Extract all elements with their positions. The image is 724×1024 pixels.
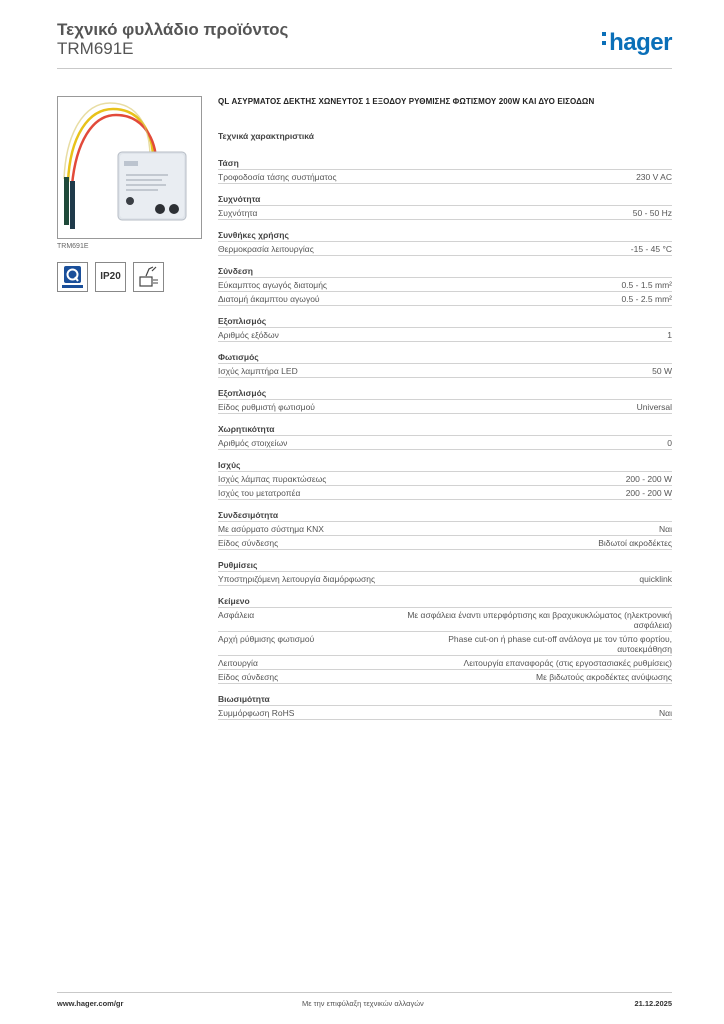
spec-label: Αρχή ρύθμισης φωτισμού [218,634,315,644]
spec-value: 50 W [652,366,672,376]
spec-value: -15 - 45 °C [630,244,672,254]
spec-label: Συμμόρφωση RoHS [218,708,295,718]
spec-row [218,328,672,342]
spec-group [218,351,672,378]
spec-label: Αριθμός στοιχείων [218,438,288,448]
spec-row [218,670,672,684]
spec-group-title: Συνθήκες χρήσης [218,229,672,242]
spec-label: Εύκαμπτος αγωγός διατομής [218,280,328,290]
spec-value: Universal [636,402,672,412]
spec-group [218,157,672,184]
spec-value: 200 - 200 W [625,488,672,498]
spec-label: Συχνότητα [218,208,258,218]
spec-value: quicklink [639,574,672,584]
spec-value: 1 [667,330,672,340]
spec-row [218,364,672,378]
ip20-badge: IP20 [95,262,126,292]
spec-group [218,559,672,586]
hager-logo [602,28,672,56]
footer-divider [57,992,672,993]
spec-groups [218,157,672,720]
spec-group [218,387,672,414]
spec-label: Ισχύς λάμπας πυρακτώσεως [218,474,327,484]
spec-value: 200 - 200 W [625,474,672,484]
spec-label: Είδος σύνδεσης [218,672,279,682]
spec-label: Τροφοδοσία τάσης συστήματος [218,172,337,182]
spec-group [218,315,672,342]
spec-row [218,278,672,292]
spec-group [218,595,672,684]
spec-value: Ναι [659,708,672,718]
product-title: QL ΑΣΥΡΜΑΤΟΣ ΔΕΚΤΗΣ ΧΩΝΕΥΤΟΣ 1 ΕΞΟΔΟΥ ΡΥΘΜΙΣΗΣ ΦΩΤΙΣΜΟΥ 200W ΚΑΙ ΔΥΟ ΕΙΣΟΔΩΝ [218,97,595,106]
installer-badge [133,262,164,292]
spec-row [218,292,672,306]
spec-label: Θερμοκρασία λειτουργίας [218,244,314,254]
product-image [57,96,202,239]
footer-website: www.hager.com/gr [57,999,124,1008]
spec-value: Ναι [659,524,672,534]
spec-group [218,265,672,306]
spec-label: Είδος ρυθμιστή φωτισμού [218,402,315,412]
spec-row [218,632,672,656]
spec-group-title: Εξοπλισμός [218,315,672,328]
spec-group [218,509,672,550]
spec-group [218,229,672,256]
spec-group-title: Σύνδεση [218,265,672,278]
spec-value: 50 - 50 Hz [632,208,672,218]
section-title: Τεχνικά χαρακτηριστικά [218,131,314,141]
spec-row [218,242,672,256]
quicklink-icon [58,263,87,291]
spec-row [218,170,672,184]
spec-group-title: Χωρητικότητα [218,423,672,436]
header-divider [57,68,672,69]
spec-group-title: Κείμενο [218,595,672,608]
installer-icon [134,263,163,291]
spec-row [218,522,672,536]
spec-group [218,193,672,220]
spec-label: Αριθμός εξόδων [218,330,279,340]
spec-group [218,459,672,500]
spec-value: Phase cut-on ή phase cut-off ανάλογα με τον τύπο φορτίου, αυτοεκμάθηση [448,634,672,654]
spec-row [218,572,672,586]
spec-group-title: Τάση [218,157,672,170]
logo-dots-icon [602,28,607,50]
spec-label: Είδος σύνδεσης [218,538,279,548]
spec-row [218,486,672,500]
spec-label: Διατομή άκαμπτου αγωγού [218,294,320,304]
spec-group-title: Συνδεσιμότητα [218,509,672,522]
spec-value: 0 [667,438,672,448]
spec-value: 0.5 - 2.5 mm² [621,294,672,304]
spec-group-title: Βιωσιμότητα [218,693,672,706]
spec-group [218,693,672,720]
spec-label: Υποστηριζόμενη λειτουργία διαμόρφωσης [218,574,376,584]
spec-row [218,608,672,632]
spec-value: Λειτουργία επαναφοράς (στις εργοστασιακές ρυθμίσεις) [463,658,672,668]
spec-value: Με βιδωτούς ακροδέκτες ανύψωσης [535,672,672,682]
spec-group-title: Ρυθμίσεις [218,559,672,572]
spec-label: Ασφάλεια [218,610,255,620]
spec-row [218,436,672,450]
spec-group-title: Φωτισμός [218,351,672,364]
quicklink-badge [57,262,88,292]
footer-disclaimer: Με την επιφύλαξη τεχνικών αλλαγών [302,999,424,1008]
spec-group-title: Ισχύς [218,459,672,472]
spec-group [218,423,672,450]
footer-date: 21.12.2025 [634,999,672,1008]
spec-row [218,656,672,670]
spec-group-title: Εξοπλισμός [218,387,672,400]
spec-row [218,706,672,720]
spec-value: 230 V AC [636,172,672,182]
spec-value: Βιδωτοί ακροδέκτες [598,538,672,548]
spec-label: Λειτουργία [218,658,258,668]
spec-row [218,400,672,414]
product-photo-icon [58,97,201,238]
specifications-panel [218,96,672,729]
spec-group-title: Συχνότητα [218,193,672,206]
spec-row [218,472,672,486]
product-code-heading: TRM691E [57,39,134,58]
logo-text: hager [609,29,672,56]
spec-value: 0.5 - 1.5 mm² [621,280,672,290]
spec-label: Ισχύς λαμπτήρα LED [218,366,298,376]
spec-label: Με ασύρματο σύστημα KNX [218,524,324,534]
spec-value: Με ασφάλεια έναντι υπερφόρτισης και βραχυκυκλώματος (ηλεκτρονική ασφάλεια) [407,610,672,630]
product-image-caption: TRM691E [57,243,89,250]
spec-row [218,536,672,550]
spec-row [218,206,672,220]
spec-label: Ισχύς του μετατροπέα [218,488,301,498]
page-title: Τεχνικό φυλλάδιο προϊόντος [57,20,289,39]
